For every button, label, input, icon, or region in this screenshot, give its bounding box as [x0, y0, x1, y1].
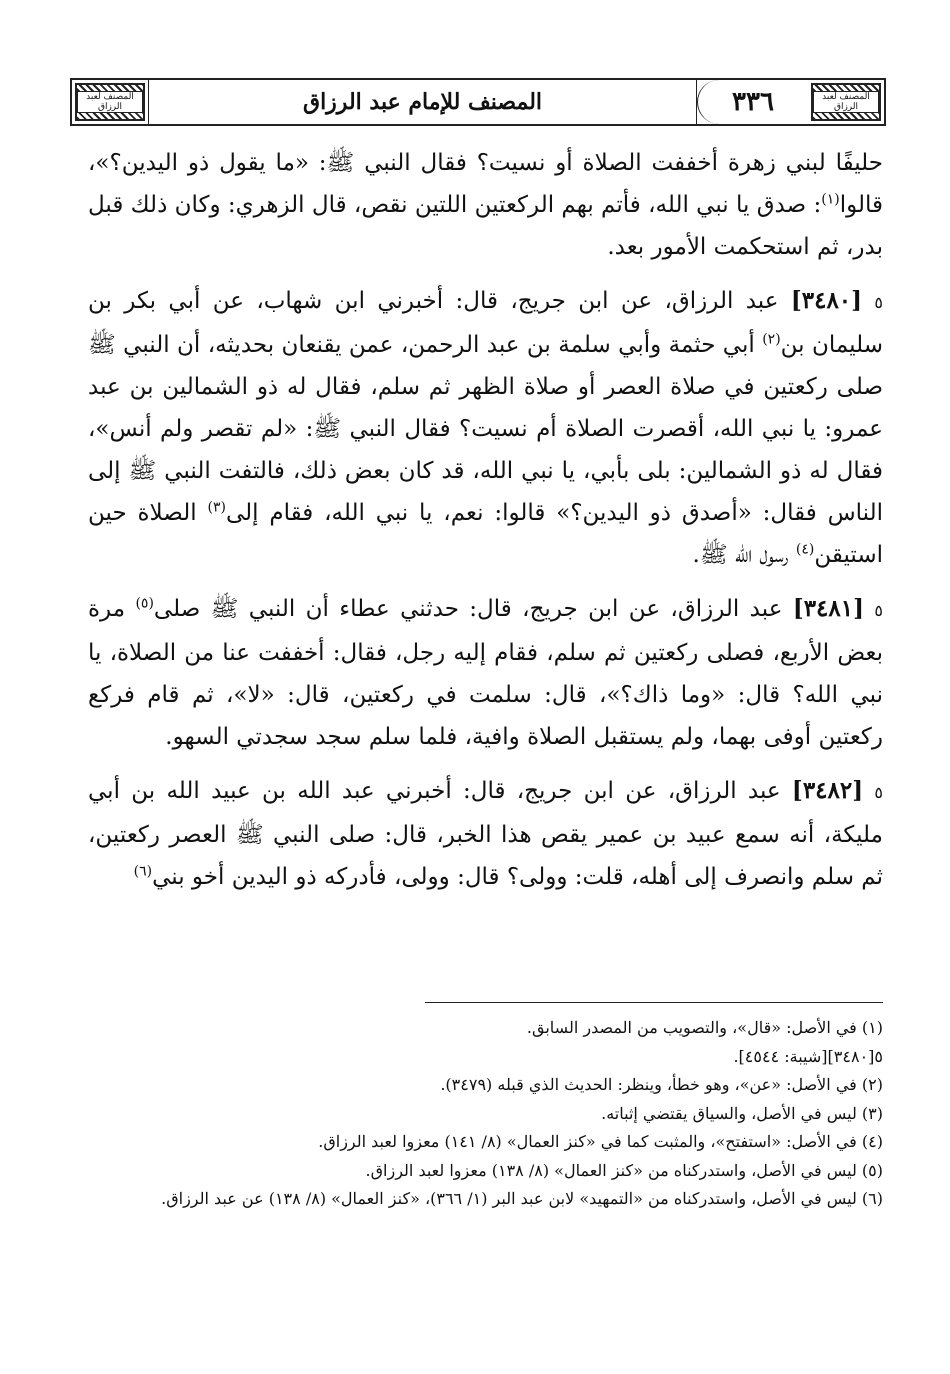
- hadith-number: [٣٤٨١]: [792, 595, 865, 622]
- ornament-emblem: المصنف لعبد الرزاق: [813, 91, 879, 113]
- hadith-marker: ٥: [874, 783, 884, 802]
- footnote: (٦) ليس في الأصل، واستدركناه من «التمهيد» لابن عبد البر (١/ ٣٦٦)، «كنز العمال» (٨/ ١٣٨) عن عبد الرزاق.: [161, 1189, 883, 1208]
- footnote: (٢) في الأصل: «عن»، وهو خطأ، وينظر: الحديث الذي قبله (٣٤٧٩).: [440, 1075, 883, 1094]
- page-number: ٣٣٦: [697, 80, 808, 124]
- footnote: (٣) ليس في الأصل، والسياق يقتضي إثباته.: [601, 1103, 883, 1123]
- paragraph-text: عبد الرزاق، عن ابن جريج، قال: أخبرني ابن شهاب، عن أبي بكر بن سليمان بن: [88, 288, 883, 358]
- hadith-3482: [88, 770, 883, 898]
- page-header: [70, 78, 886, 126]
- footnote: ٥[٣٤٨٠][شيبة: ٤٥٤٤].: [733, 1046, 883, 1066]
- hadith-number: [٣٤٨٠]: [790, 287, 863, 314]
- running-title: المصنف للإمام عبد الرزاق: [148, 80, 697, 124]
- footnotes: [88, 1014, 883, 1214]
- paragraph-text: : صدق يا نبي الله، فأتم بهم الركعتين اللتين نقص، قال الزهري: وكان ذلك قبل بدر، ثم استحكمت الأمور بعد.: [88, 192, 883, 260]
- paragraph-text: رسول الله ﷺ.: [692, 542, 789, 568]
- hadith-3480: [88, 280, 883, 576]
- paragraph-text: أبي حثمة وأبي سلمة بن عبد الرحمن، عمن يقنعان بحديثه، أن النبي ﷺ صلى ركعتين في صلاة العصر أو صلاة الظهر ثم سلم، فقال له ذو الشمالين بن عبد عمرو: يا نبي الله، أقصرت الصلاة أم نسيت؟ فقال النبي ﷺ: «لم تقصر ولم أنس»، فقال له ذو الشمالين: بلى بأبي، يا نبي الله، قد كان بعض ذلك، فالتفت النبي ﷺ إلى الناس فقال: «أصدق ذو اليدين؟» قالوا: نعم، يا نبي الله، فقام إلى: [88, 332, 883, 526]
- footnote: (٤) في الأصل: «استفتح»، والمثبت كما في «كنز العمال» (٨/ ١٤١) معزوا لعبد الرزاق.: [318, 1132, 883, 1151]
- header-ornament-right: [811, 83, 881, 121]
- footnote: (١) في الأصل: «قال»، والتصويب من المصدر السابق.: [526, 1018, 883, 1037]
- paragraph-continued: [88, 142, 883, 268]
- hadith-marker: ٥: [874, 601, 883, 620]
- paragraph-text: حليفًا لبني زهرة أخففت الصلاة أو نسيت؟ فقال النبي ﷺ: «ما يقول ذو اليدين؟»، قالوا: [88, 150, 883, 218]
- footnote-ref: (٦): [133, 863, 153, 880]
- footnote-ref: (٢): [762, 331, 781, 348]
- footnote-ref: (٤): [795, 541, 815, 558]
- paragraph-text: الصلاة حين استيقن: [88, 500, 883, 568]
- footnote: (٥) ليس في الأصل، واستدركناه من «كنز العمال» (٨/ ١٣٨) معزوا لعبد الرزاق.: [365, 1160, 883, 1180]
- header-ornament-left: [75, 83, 145, 121]
- ornament-emblem: المصنف لعبد الرزاق: [77, 91, 143, 113]
- footnote-ref: (٥): [135, 595, 154, 612]
- paragraph-text: عبد الرزاق، عن ابن جريج، قال: أخبرني عبد الله بن عبيد الله بن أبي مليكة، أنه سمع عبيد بن عمير يقص هذا الخبر، قال: صلى النبي ﷺ العصر ركعتين، ثم سلم وانصرف إلى أهله، قلت: وولى؟ قال: وولى، فأدركه ذو اليدين أخو بني: [88, 778, 883, 890]
- main-text: [88, 142, 883, 910]
- hadith-3481: [88, 588, 883, 758]
- footnote-ref: (٣): [207, 499, 226, 516]
- paragraph-text: مرة بعض الأربع، فصلى ركعتين ثم سلم، فقام إليه رجل، فقال: أخففت عنا من الصلاة، يا نبي الله؟ قال: «وما ذاك؟»، قال: سلمت في ركعتين، قال: «لا»، ثم قام فركع ركعتين أوفى بهما، ولم يستقبل الصلاة وافية، فلما سلم سجد سجدتي السهو.: [88, 596, 883, 750]
- paragraph-text: عبد الرزاق، عن ابن جريج، قال: حدثني عطاء أن النبي ﷺ صلى: [153, 596, 783, 622]
- hadith-number: [٣٤٨٢]: [791, 777, 864, 804]
- hadith-marker: ٥: [874, 293, 884, 312]
- footnote-divider: [425, 1002, 883, 1003]
- footnote-ref: (١): [821, 191, 840, 208]
